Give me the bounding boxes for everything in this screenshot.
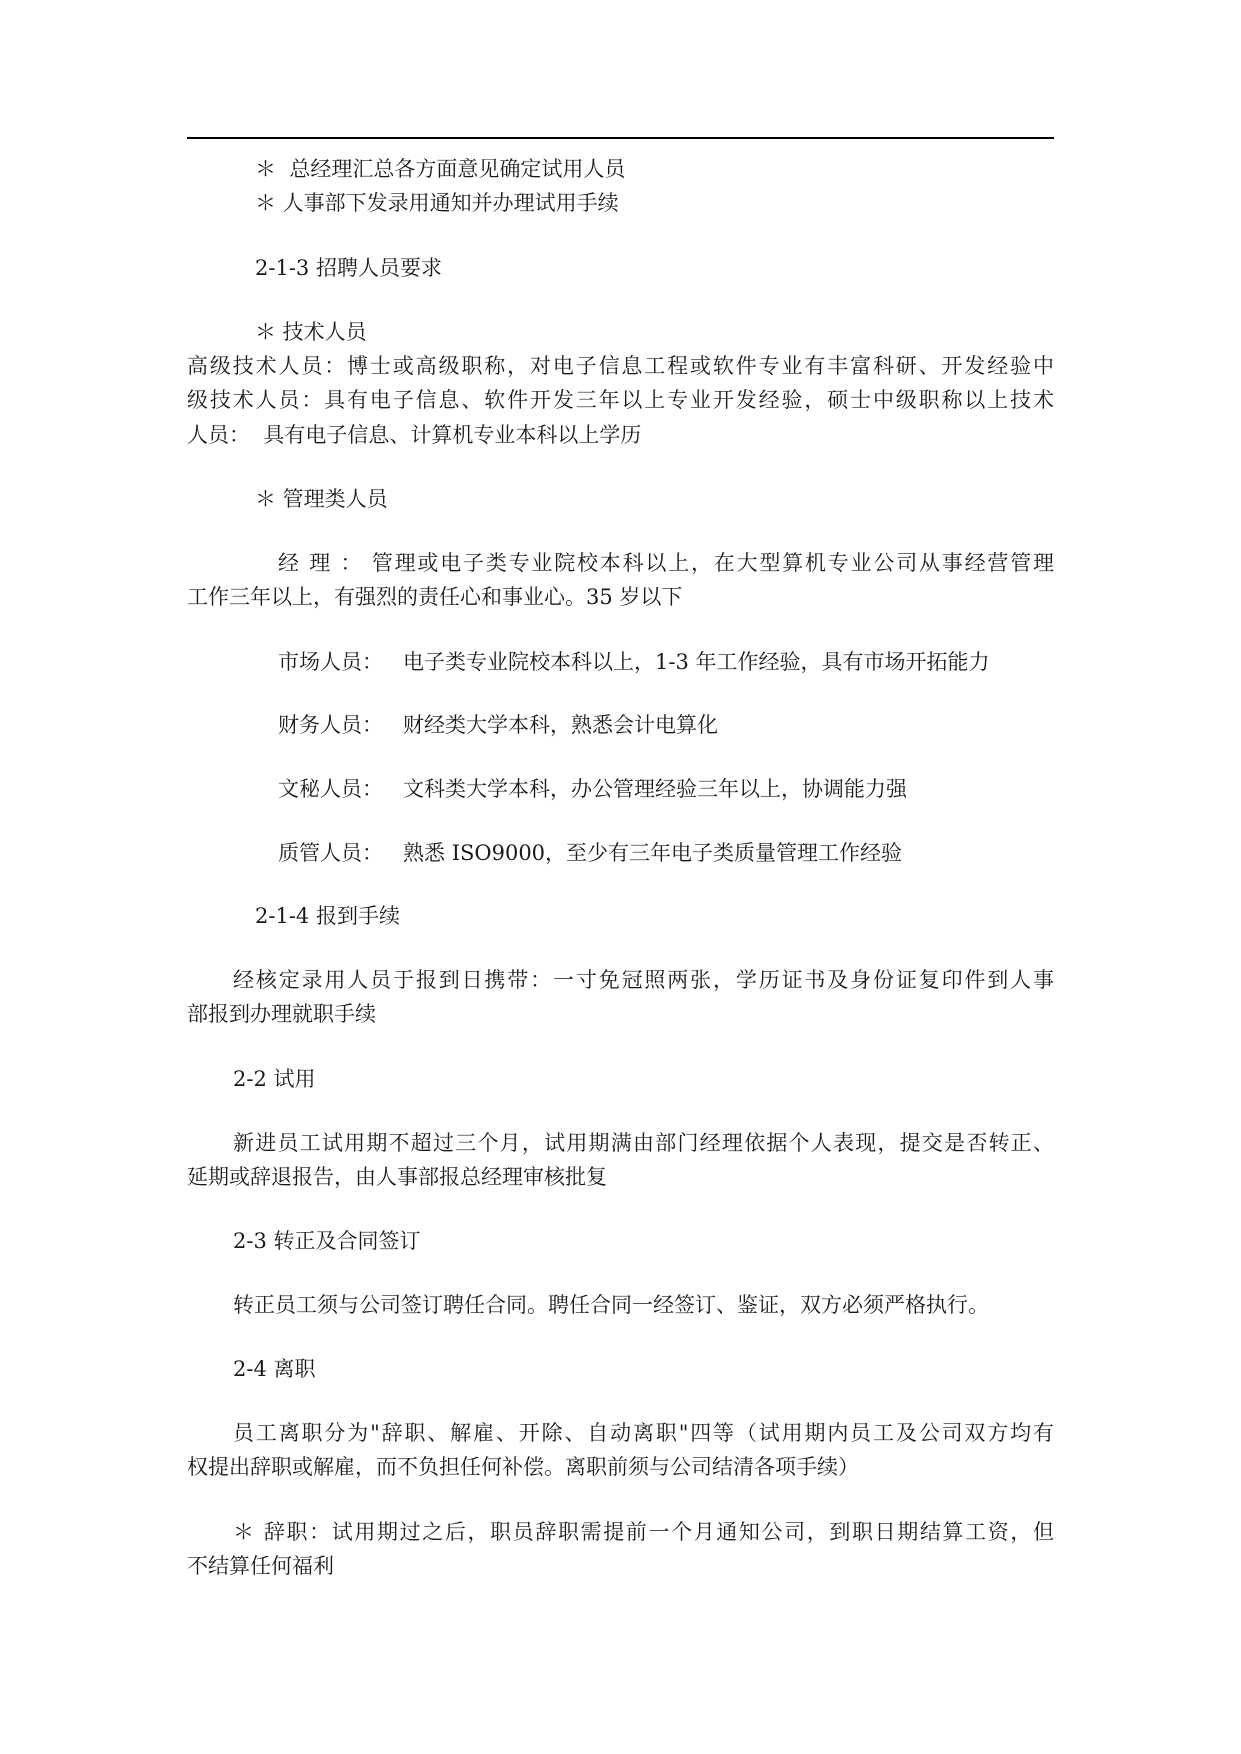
section-heading: 2-3 转正及合同签订 [233,1229,421,1253]
text-line: ＊ 人事部下发录用通知并办理试用手续 [255,191,619,215]
text-line: 转正员工须与公司签订聘任合同。聘任合同一经签订、鉴证，双方必须严格执行。 [233,1293,989,1317]
section-heading: 2-1-3 招聘人员要求 [255,256,442,280]
text-line: 财务人员： 财经类大学本科，熟悉会计电算化 [278,713,719,737]
text-line: 延期或辞退报告，由人事部报总经理审核批复 [187,1165,607,1189]
text-line: 工作三年以上，有强烈的责任心和事业心。35 岁以下 [187,585,683,609]
text-line: 高级技术人员：博士或高级职称，对电子信息工程或软件专业有丰富科研、开发经验中 [187,354,1054,378]
text-line: 级技术人员：具有电子信息、软件开发三年以上专业开发经验，硕士中级职称以上技术 [187,388,1054,412]
text-line: 市场人员： 电子类专业院校本科以上，1-3 年工作经验，具有市场开拓能力 [278,650,990,674]
text-line: 不结算任何福利 [187,1554,334,1578]
text-line: 人员： 具有电子信息、计算机专业本科以上学历 [187,423,642,447]
text-line: 员工离职分为"辞职、解雇、开除、自动离职"四等（试用期内员工及公司双方均有 [233,1421,1054,1445]
text-line: 权提出辞职或解雇，而不负担任何补偿。离职前须与公司结清各项手续） [187,1455,859,1479]
text-line: 部报到办理就职手续 [187,1002,376,1026]
text-line: 经 理 ： 管理或电子类专业院校本科以上，在大型算机专业公司从事经营管理 [278,551,1054,575]
section-heading: 2-4 离职 [233,1357,316,1381]
text-line: ＊ 总经理汇总各方面意见确定试用人员 [255,157,626,181]
section-heading: 2-2 试用 [233,1067,316,1091]
text-line: 质管人员： 熟悉 ISO9000，至少有三年电子类质量管理工作经验 [278,841,903,865]
subsection-heading: ＊ 管理类人员 [255,487,388,511]
text-line: 文秘人员： 文科类大学本科，办公管理经验三年以上，协调能力强 [278,777,908,801]
section-heading: 2-1-4 报到手续 [255,904,400,928]
subsection-heading: ＊ 技术人员 [255,320,367,344]
header-rule [187,137,1054,139]
text-line: 新进员工试用期不超过三个月，试用期满由部门经理依据个人表现，提交是否转正、 [233,1131,1054,1155]
text-line: ＊ 辞职：试用期过之后，职员辞职需提前一个月通知公司，到职日期结算工资，但 [233,1520,1054,1544]
text-line: 经核定录用人员于报到日携带：一寸免冠照两张，学历证书及身份证复印件到人事 [233,968,1054,992]
